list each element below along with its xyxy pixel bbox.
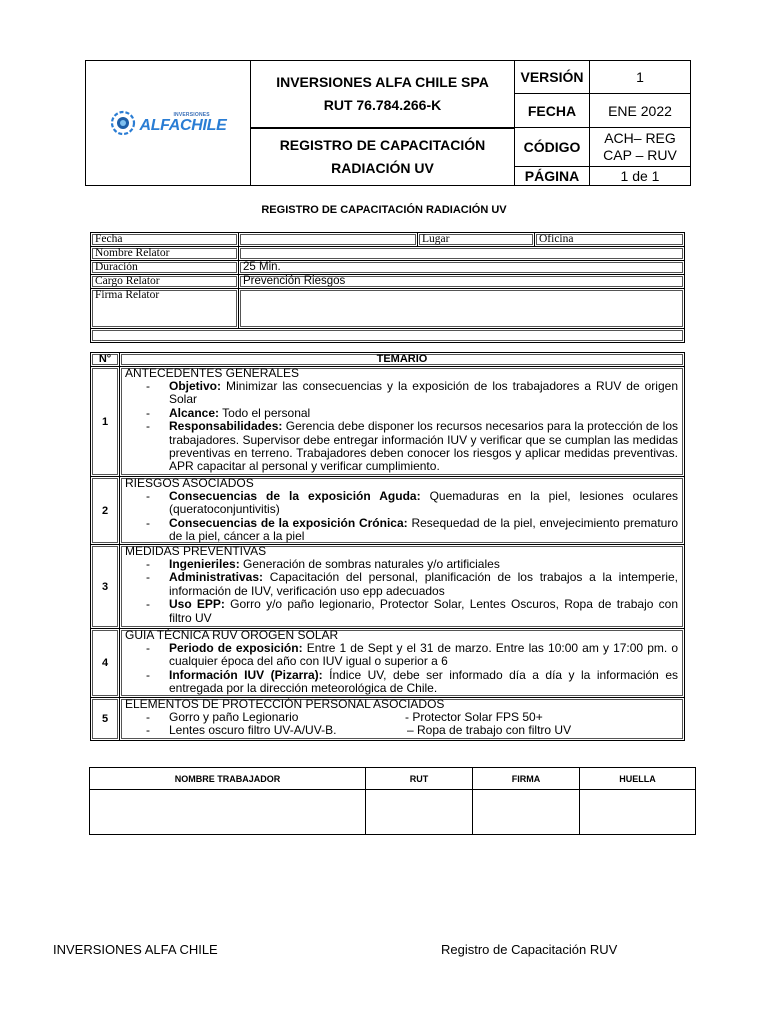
logo-small-text: INVERSIONES bbox=[173, 111, 210, 118]
section-3-item: - Ingenieriles: Generación de sombras naturales y/o artificiales bbox=[146, 557, 500, 571]
firma-cell bbox=[473, 790, 580, 835]
section-3-item: - Administrativas: Capacitación del personal, planificación de los trabajos a la intemperie, información de IUV, verificación uso epp adecuados bbox=[146, 570, 678, 598]
section-2-num: 2 bbox=[91, 477, 120, 545]
item-text: Generación de sombras naturales y/o artificiales bbox=[239, 557, 500, 571]
logo-big-text: ALFACHILE bbox=[139, 116, 227, 134]
item-bold-label: Uso EPP: bbox=[169, 597, 225, 612]
logo-cell bbox=[86, 61, 251, 186]
item-text: Entre 1 de Sept y el 31 de marzo. Entre las 10:00 am y 17:00 pm. o cualquier época del año con IUV igual o superior a 6 bbox=[169, 641, 678, 669]
worker-name-cell bbox=[90, 790, 366, 835]
info-spacer-row bbox=[91, 329, 685, 343]
item-text: Quemaduras en la piel, lesiones oculares (queratoconjuntivitis) bbox=[169, 489, 678, 517]
section-5-item: - Gorro y paño Legionario - Protector Solar FPS 50+ bbox=[146, 710, 543, 724]
item-text: Índice UV, debe ser informado día a día y la información es entregada por la dirección meteorológica de Chile. bbox=[169, 667, 678, 696]
temario-header: TEMARIO bbox=[120, 353, 685, 367]
version-label: VERSIÓN bbox=[515, 61, 590, 94]
section-3-item: - Uso EPP: Gorro y/o paño legionario, Protector Solar, Lentes Oscuros, Ropa de trabajo con filtro UV bbox=[146, 597, 678, 625]
section-5-title: ELEMENTOS DE PROTECCIÓN PERSONAL ASOCIADOS bbox=[125, 697, 445, 711]
section-4-title: GUIA TÉCNICA RUV OROGEN SOLAR bbox=[125, 628, 339, 642]
temario-table bbox=[90, 352, 685, 741]
item-bold-label: Ingenieriles: bbox=[169, 557, 240, 571]
item-bold-label: Consecuencias de la exposición Crónica: bbox=[169, 515, 408, 530]
item-text: Minimizar las consecuencias y la exposición de los trabajadores a RUV de origen Solar bbox=[169, 379, 678, 407]
relator-field-value bbox=[239, 247, 685, 261]
section-2-item: - Consecuencias de la exposición Crónica: Resequedad de la piel, envejecimiento prematuro de la piel, cáncer a la piel bbox=[146, 515, 679, 544]
item-bold-label: Administrativas: bbox=[169, 570, 264, 585]
document-title: REGISTRO DE CAPACITACIÓN RADIACIÓN UV bbox=[261, 204, 507, 216]
title-cell bbox=[251, 128, 515, 186]
pagina-value: 1 de 1 bbox=[590, 167, 691, 186]
fecha-value: ENE 2022 bbox=[590, 94, 691, 128]
item-bold-label: Información IUV (Pizarra): bbox=[169, 667, 323, 682]
oficina-field-label: Oficina bbox=[535, 233, 685, 247]
cargo-field-value: Prevención Riesgos bbox=[239, 275, 685, 289]
info-table bbox=[90, 232, 685, 343]
pagina-label: PÁGINA bbox=[515, 167, 590, 186]
section-5 bbox=[120, 698, 685, 741]
company-name: INVERSIONES ALFA CHILE SPA bbox=[276, 73, 489, 90]
item-text: Todo el personal bbox=[219, 405, 311, 420]
company-rut: RUT 76.784.266-K bbox=[323, 96, 442, 113]
version-value: 1 bbox=[590, 61, 691, 94]
title-line-2: RADIACIÓN UV bbox=[331, 159, 434, 176]
section-1-num: 1 bbox=[91, 367, 120, 477]
section-2-title: RIESGOS ASOCIADOS bbox=[125, 476, 254, 490]
header-table bbox=[85, 60, 691, 186]
item-text: Gerencia debe disponer los recursos necesarios para la protección de los trabajadores. Supervisor debe entregar información IUV y verificar que se cumplan las medidas preventivas en terreno. Trabajadores deben conocer los riesgos y aplicar medidas preventivas. APR capacitar al personal y verificar cumplimiento. bbox=[169, 419, 678, 474]
codigo-value bbox=[590, 128, 691, 167]
item-text: Resequedad de la piel, envejecimiento prematuro de la piel, cáncer a la piel bbox=[169, 515, 679, 544]
footer-doc-name: Registro de Capacitación RUV bbox=[441, 942, 618, 957]
section-5-num: 5 bbox=[91, 698, 120, 741]
section-3-num: 3 bbox=[91, 545, 120, 629]
item-bold-label: Periodo de exposición: bbox=[169, 641, 303, 655]
company-cell bbox=[251, 61, 515, 128]
firma-field-label: Firma Relator bbox=[91, 289, 239, 329]
section-1-title: ANTECEDENTES GENERALES bbox=[125, 366, 300, 380]
lugar-field-label: Lugar bbox=[418, 233, 535, 247]
epp-right: – Ropa de trabajo con filtro UV bbox=[407, 723, 572, 738]
rut-header: RUT bbox=[366, 768, 473, 790]
epp-left: Gorro y paño Legionario bbox=[169, 710, 299, 724]
section-4-item: - Información IUV (Pizarra): Índice UV, debe ser informado día a día y la información es entregada por la dirección meteorológica de Chile. bbox=[146, 667, 678, 696]
fecha-field-value bbox=[239, 233, 418, 247]
section-4-item: - Periodo de exposición: Entre 1 de Sept y el 31 de marzo. Entre las 10:00 am y 17:00 pm. o cualquier época del año con IUV igual o superior a 6 bbox=[146, 641, 678, 669]
logo-mark-icon bbox=[109, 108, 139, 138]
section-4 bbox=[120, 629, 685, 698]
epp-left: Lentes oscuro filtro UV-A/UV-B. bbox=[169, 723, 337, 738]
huella-header: HUELLA bbox=[580, 768, 696, 790]
codigo-label: CÓDIGO bbox=[515, 128, 590, 167]
section-3-title: MEDIDAS PREVENTIVAS bbox=[125, 544, 267, 558]
item-bold-label: Alcance: bbox=[169, 405, 220, 420]
relator-field-label: Nombre Relator bbox=[91, 247, 239, 261]
firma-header: FIRMA bbox=[473, 768, 580, 790]
company-logo bbox=[86, 108, 250, 138]
section-1-item: - Alcance: Todo el personal bbox=[146, 405, 311, 420]
title-line-1: REGISTRO DE CAPACITACIÓN bbox=[279, 136, 486, 153]
footer-company: INVERSIONES ALFA CHILE bbox=[53, 942, 218, 957]
section-1 bbox=[120, 367, 685, 477]
section-4-num: 4 bbox=[91, 629, 120, 698]
duracion-field-label: Duración bbox=[91, 261, 239, 275]
codigo-value-line-1: ACH– REG bbox=[604, 130, 676, 146]
cargo-field-label: Cargo Relator bbox=[91, 275, 239, 289]
section-5-item: - Lentes oscuro filtro UV-A/UV-B. – Ropa de trabajo con filtro UV bbox=[146, 723, 572, 738]
fecha-label: FECHA bbox=[515, 94, 590, 128]
item-bold-label: Objetivo: bbox=[169, 379, 222, 393]
codigo-value-line-2: CAP – RUV bbox=[603, 147, 677, 163]
huella-cell bbox=[580, 790, 696, 835]
epp-right: - Protector Solar FPS 50+ bbox=[405, 710, 543, 724]
fecha-field-label: Fecha bbox=[91, 233, 239, 247]
firma-field-value bbox=[239, 289, 685, 329]
section-3 bbox=[120, 545, 685, 629]
item-bold-label: Consecuencias de la exposición Aguda: bbox=[169, 489, 421, 503]
section-2 bbox=[120, 477, 685, 545]
temario-num-header: N° bbox=[91, 353, 120, 367]
duracion-field-value: 25 Min. bbox=[239, 261, 685, 275]
section-1-item: - Objetivo: Minimizar las consecuencias y la exposición de los trabajadores a RUV de origen Solar bbox=[146, 379, 678, 407]
item-text: Gorro y/o paño legionario, Protector Solar, Lentes Oscuros, Ropa de trabajo con filtro UV bbox=[169, 597, 678, 625]
rut-cell bbox=[366, 790, 473, 835]
worker-name-header: NOMBRE TRABAJADOR bbox=[90, 768, 366, 790]
signature-table bbox=[89, 767, 696, 835]
section-2-item: - Consecuencias de la exposición Aguda: Quemaduras en la piel, lesiones oculares (queratoconjuntivitis) bbox=[146, 489, 678, 517]
section-1-item: - Responsabilidades: Gerencia debe disponer los recursos necesarios para la protección de los trabajadores. Supervisor debe entregar información IUV y verificar que se cumplan las medidas preventivas en terreno. Trabajadores deben conocer los riesgos y aplicar medidas preventivas. APR capacitar al personal y verificar cumplimiento. bbox=[146, 419, 678, 474]
item-text: Capacitación del personal, planificación de los trabajos a la intemperie, información de IUV, verificación uso epp adecuados bbox=[169, 570, 678, 598]
item-bold-label: Responsabilidades: bbox=[169, 419, 283, 434]
